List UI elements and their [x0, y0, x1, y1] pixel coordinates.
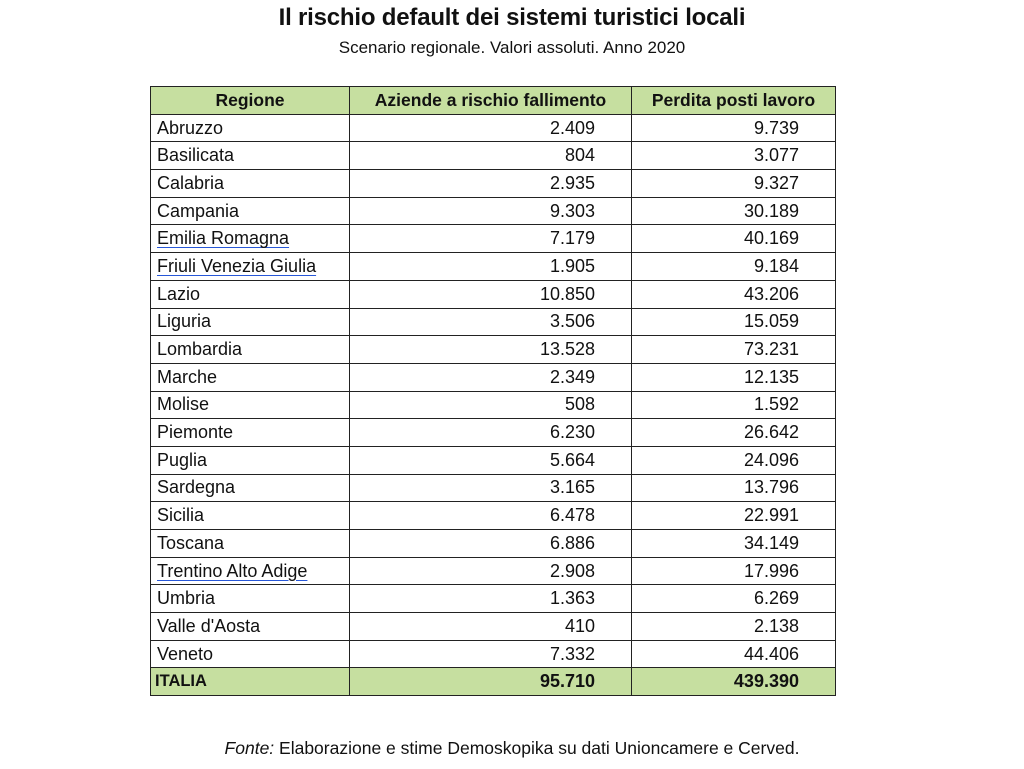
page-title: Il rischio default dei sistemi turistici locali: [278, 4, 746, 31]
cell-aziende: 2.935: [350, 170, 632, 198]
table-header-row: [151, 87, 836, 115]
regione-name: Veneto: [157, 643, 214, 664]
cell-posti: 22.991: [632, 502, 836, 530]
cell-aziende: 3.165: [350, 474, 632, 502]
regione-name: Basilicata: [157, 145, 235, 166]
cell-aziende: 5.664: [350, 446, 632, 474]
cell-regione: [151, 280, 350, 308]
regione-name: Abruzzo: [157, 117, 224, 138]
cell-regione: [151, 419, 350, 447]
table-row: [151, 474, 836, 502]
table-row: [151, 170, 836, 198]
cell-aziende: 10.850: [350, 280, 632, 308]
cell-regione: [151, 253, 350, 281]
table-row: [151, 419, 836, 447]
cell-aziende: 410: [350, 613, 632, 641]
table-row: [151, 446, 836, 474]
cell-posti: 12.135: [632, 363, 836, 391]
regione-name: Emilia Romagna: [157, 228, 290, 249]
table-row: [151, 197, 836, 225]
data-table: [150, 86, 836, 696]
cell-posti: 13.796: [632, 474, 836, 502]
table-row: [151, 253, 836, 281]
cell-posti: 30.189: [632, 197, 836, 225]
total-aziende: 95.710: [350, 668, 632, 696]
source-note: [0, 738, 1024, 759]
cell-aziende: 3.506: [350, 308, 632, 336]
table-row: [151, 530, 836, 558]
regione-name: Puglia: [157, 449, 208, 470]
total-row: [151, 668, 836, 696]
table-row: [151, 613, 836, 641]
regione-name: Sardegna: [157, 477, 236, 498]
cell-aziende: 2.349: [350, 363, 632, 391]
cell-aziende: 7.179: [350, 225, 632, 253]
cell-regione: [151, 336, 350, 364]
cell-aziende: 7.332: [350, 640, 632, 668]
cell-regione: [151, 363, 350, 391]
cell-aziende: 2.409: [350, 114, 632, 142]
cell-aziende: 804: [350, 142, 632, 170]
cell-posti: 9.327: [632, 170, 836, 198]
cell-regione: [151, 308, 350, 336]
regione-name: Trentino Alto Adige: [157, 560, 308, 581]
table-row: [151, 585, 836, 613]
cell-posti: 40.169: [632, 225, 836, 253]
regione-name: Friuli Venezia Giulia: [157, 255, 317, 276]
regione-name: Campania: [157, 200, 240, 221]
regione-name: Umbria: [157, 588, 216, 609]
table-row: [151, 308, 836, 336]
cell-aziende: 9.303: [350, 197, 632, 225]
cell-regione: [151, 446, 350, 474]
cell-aziende: 2.908: [350, 557, 632, 585]
cell-aziende: 1.905: [350, 253, 632, 281]
cell-posti: 26.642: [632, 419, 836, 447]
cell-regione: [151, 557, 350, 585]
table-row: [151, 391, 836, 419]
column-header-regione: Regione: [151, 87, 350, 115]
cell-aziende: 6.230: [350, 419, 632, 447]
cell-regione: [151, 142, 350, 170]
regione-name: Lombardia: [157, 339, 243, 360]
cell-aziende: 508: [350, 391, 632, 419]
cell-posti: 9.184: [632, 253, 836, 281]
regione-name: Lazio: [157, 283, 201, 304]
source-label: Fonte:: [224, 738, 275, 758]
regione-name: Sicilia: [157, 505, 205, 526]
cell-posti: 24.096: [632, 446, 836, 474]
table-row: [151, 336, 836, 364]
cell-regione: [151, 225, 350, 253]
table-row: [151, 502, 836, 530]
source-text: Elaborazione e stime Demoskopika su dati Unioncamere e Cerved.: [274, 738, 800, 758]
table-row: [151, 114, 836, 142]
cell-aziende: 1.363: [350, 585, 632, 613]
cell-posti: 34.149: [632, 530, 836, 558]
cell-posti: 9.739: [632, 114, 836, 142]
table-row: [151, 640, 836, 668]
cell-regione: [151, 613, 350, 641]
regione-name: Calabria: [157, 172, 225, 193]
cell-regione: [151, 530, 350, 558]
regione-name: Piemonte: [157, 422, 234, 443]
cell-regione: [151, 474, 350, 502]
table-row: [151, 363, 836, 391]
total-posti: 439.390: [632, 668, 836, 696]
table-row: [151, 225, 836, 253]
regione-name: Liguria: [157, 311, 212, 332]
regione-name: Molise: [157, 394, 210, 415]
cell-regione: [151, 585, 350, 613]
table-body: [151, 114, 836, 668]
cell-regione: [151, 170, 350, 198]
cell-aziende: 6.886: [350, 530, 632, 558]
cell-posti: 2.138: [632, 613, 836, 641]
cell-posti: 43.206: [632, 280, 836, 308]
cell-regione: [151, 114, 350, 142]
column-header-aziende: Aziende a rischio fallimento: [350, 87, 632, 115]
cell-posti: 44.406: [632, 640, 836, 668]
column-header-posti: Perdita posti lavoro: [632, 87, 836, 115]
table-row: [151, 280, 836, 308]
cell-aziende: 6.478: [350, 502, 632, 530]
total-label: ITALIA: [151, 668, 350, 696]
cell-regione: [151, 391, 350, 419]
cell-posti: 15.059: [632, 308, 836, 336]
page-subtitle: Scenario regionale. Valori assoluti. Anno 2020: [338, 38, 686, 57]
cell-posti: 3.077: [632, 142, 836, 170]
table-row: [151, 142, 836, 170]
regione-name: Marche: [157, 366, 218, 387]
cell-posti: 73.231: [632, 336, 836, 364]
cell-regione: [151, 197, 350, 225]
cell-posti: 17.996: [632, 557, 836, 585]
regione-name: Toscana: [157, 532, 225, 553]
cell-aziende: 13.528: [350, 336, 632, 364]
cell-posti: 6.269: [632, 585, 836, 613]
regione-name: Valle d'Aosta: [157, 615, 261, 636]
table-row: [151, 557, 836, 585]
cell-regione: [151, 640, 350, 668]
cell-posti: 1.592: [632, 391, 836, 419]
cell-regione: [151, 502, 350, 530]
